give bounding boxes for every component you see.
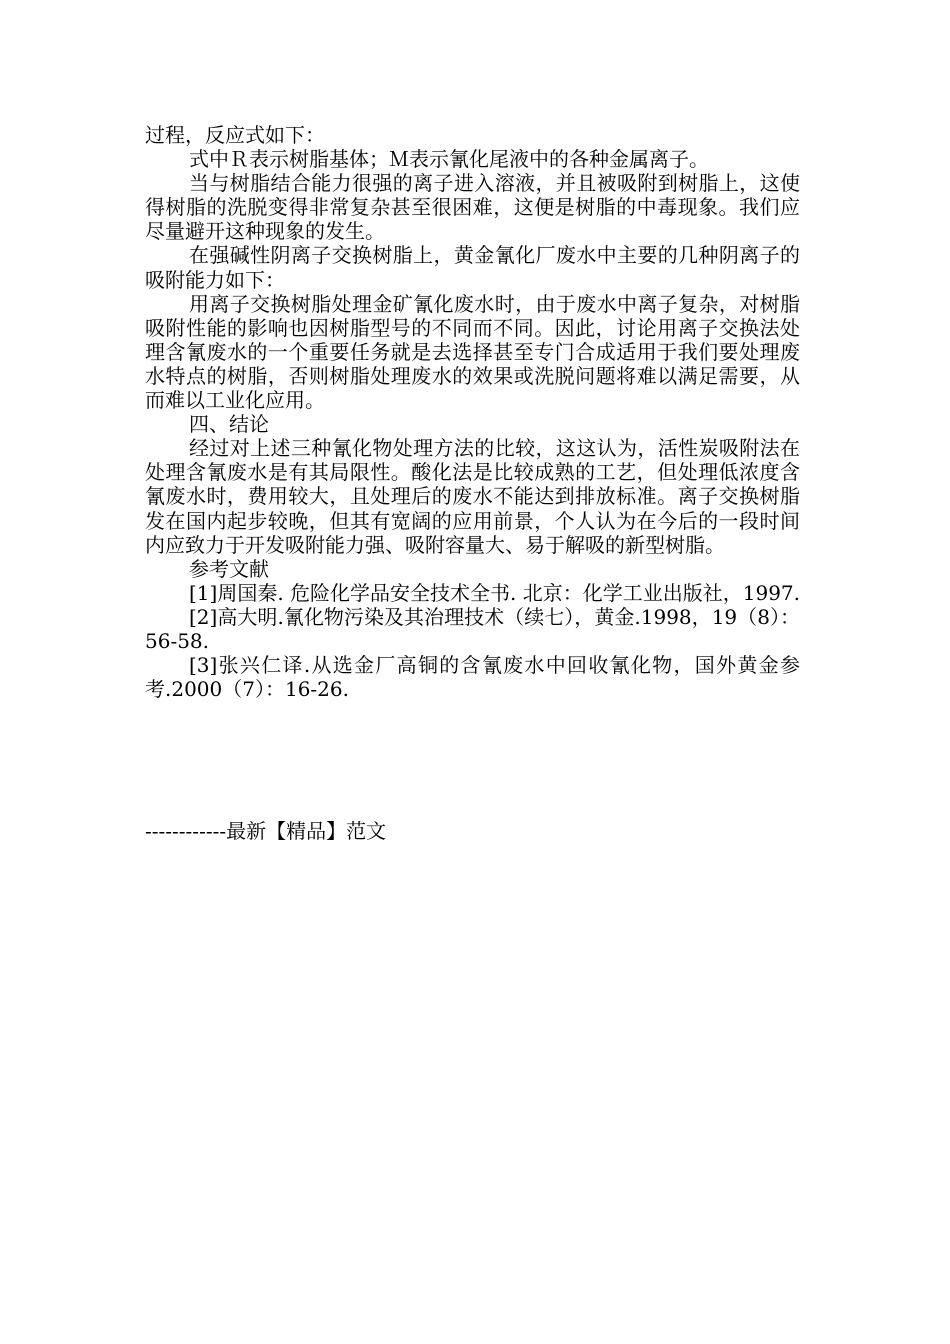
section-heading-references: 参考文献 (189, 556, 269, 581)
reference-item-1: [1]周国秦. 危险化学品安全技术全书. 北京：化学工业出版社，1997. (189, 580, 801, 605)
document-body (145, 123, 800, 701)
page-footer: ------------最新【精品】范文 (145, 819, 387, 843)
section-heading-conclusion: 四、结论 (189, 412, 269, 437)
paragraph-adsorption-order: 在强碱性阴离子交换树脂上，黄金氰化厂废水中主要的几种阴离子的吸附能力如下： (145, 243, 800, 292)
reference-item-2: [2]高大明.氰化物污染及其治理技术（续七），黄金.1998，19（8）：56-58. (145, 604, 800, 653)
reference-item-3: [3]张兴仁译.从选金厂高铜的含氰废水中回收氰化物，国外黄金参考.2000（7）：16-26. (145, 653, 800, 702)
paragraph-formula-note: 式中Ｒ表示树脂基体；Ｍ表示氰化尾液中的各种金属离子。 (189, 147, 709, 172)
paragraph-resin-selection: 用离子交换树脂处理金矿氰化废水时，由于废水中离子复杂，对树脂吸附性能的影响也因树脂型号的不同而不同。因此，讨论用离子交换法处理含氰废水的一个重要任务就是去选择甚至专门合成适用于我们要处理废水特点的树脂，否则树脂处理废水的效果或洗脱问题将难以满足需要，从而难以工业化应用。 (145, 291, 800, 413)
paragraph-continuation: 过程，反应式如下： (145, 123, 325, 147)
paragraph-resin-poisoning: 当与树脂结合能力很强的离子进入溶液，并且被吸附到树脂上，这使得树脂的洗脱变得非常复杂甚至很困难，这便是树脂的中毒现象。我们应尽量避开这种现象的发生。 (145, 171, 800, 244)
paragraph-conclusion: 经过对上述三种氰化物处理方法的比较，这这认为，活性炭吸附法在处理含氰废水是有其局限性。酸化法是比较成熟的工艺，但处理低浓度含氰废水时，费用较大，且处理后的废水不能达到排放标准。离子交换树脂发在国内起步较晚，但其有宽阔的应用前景，个人认为在今后的一段时间内应致力于开发吸附能力强、吸附容量大、易于解吸的新型树脂。 (145, 436, 800, 557)
